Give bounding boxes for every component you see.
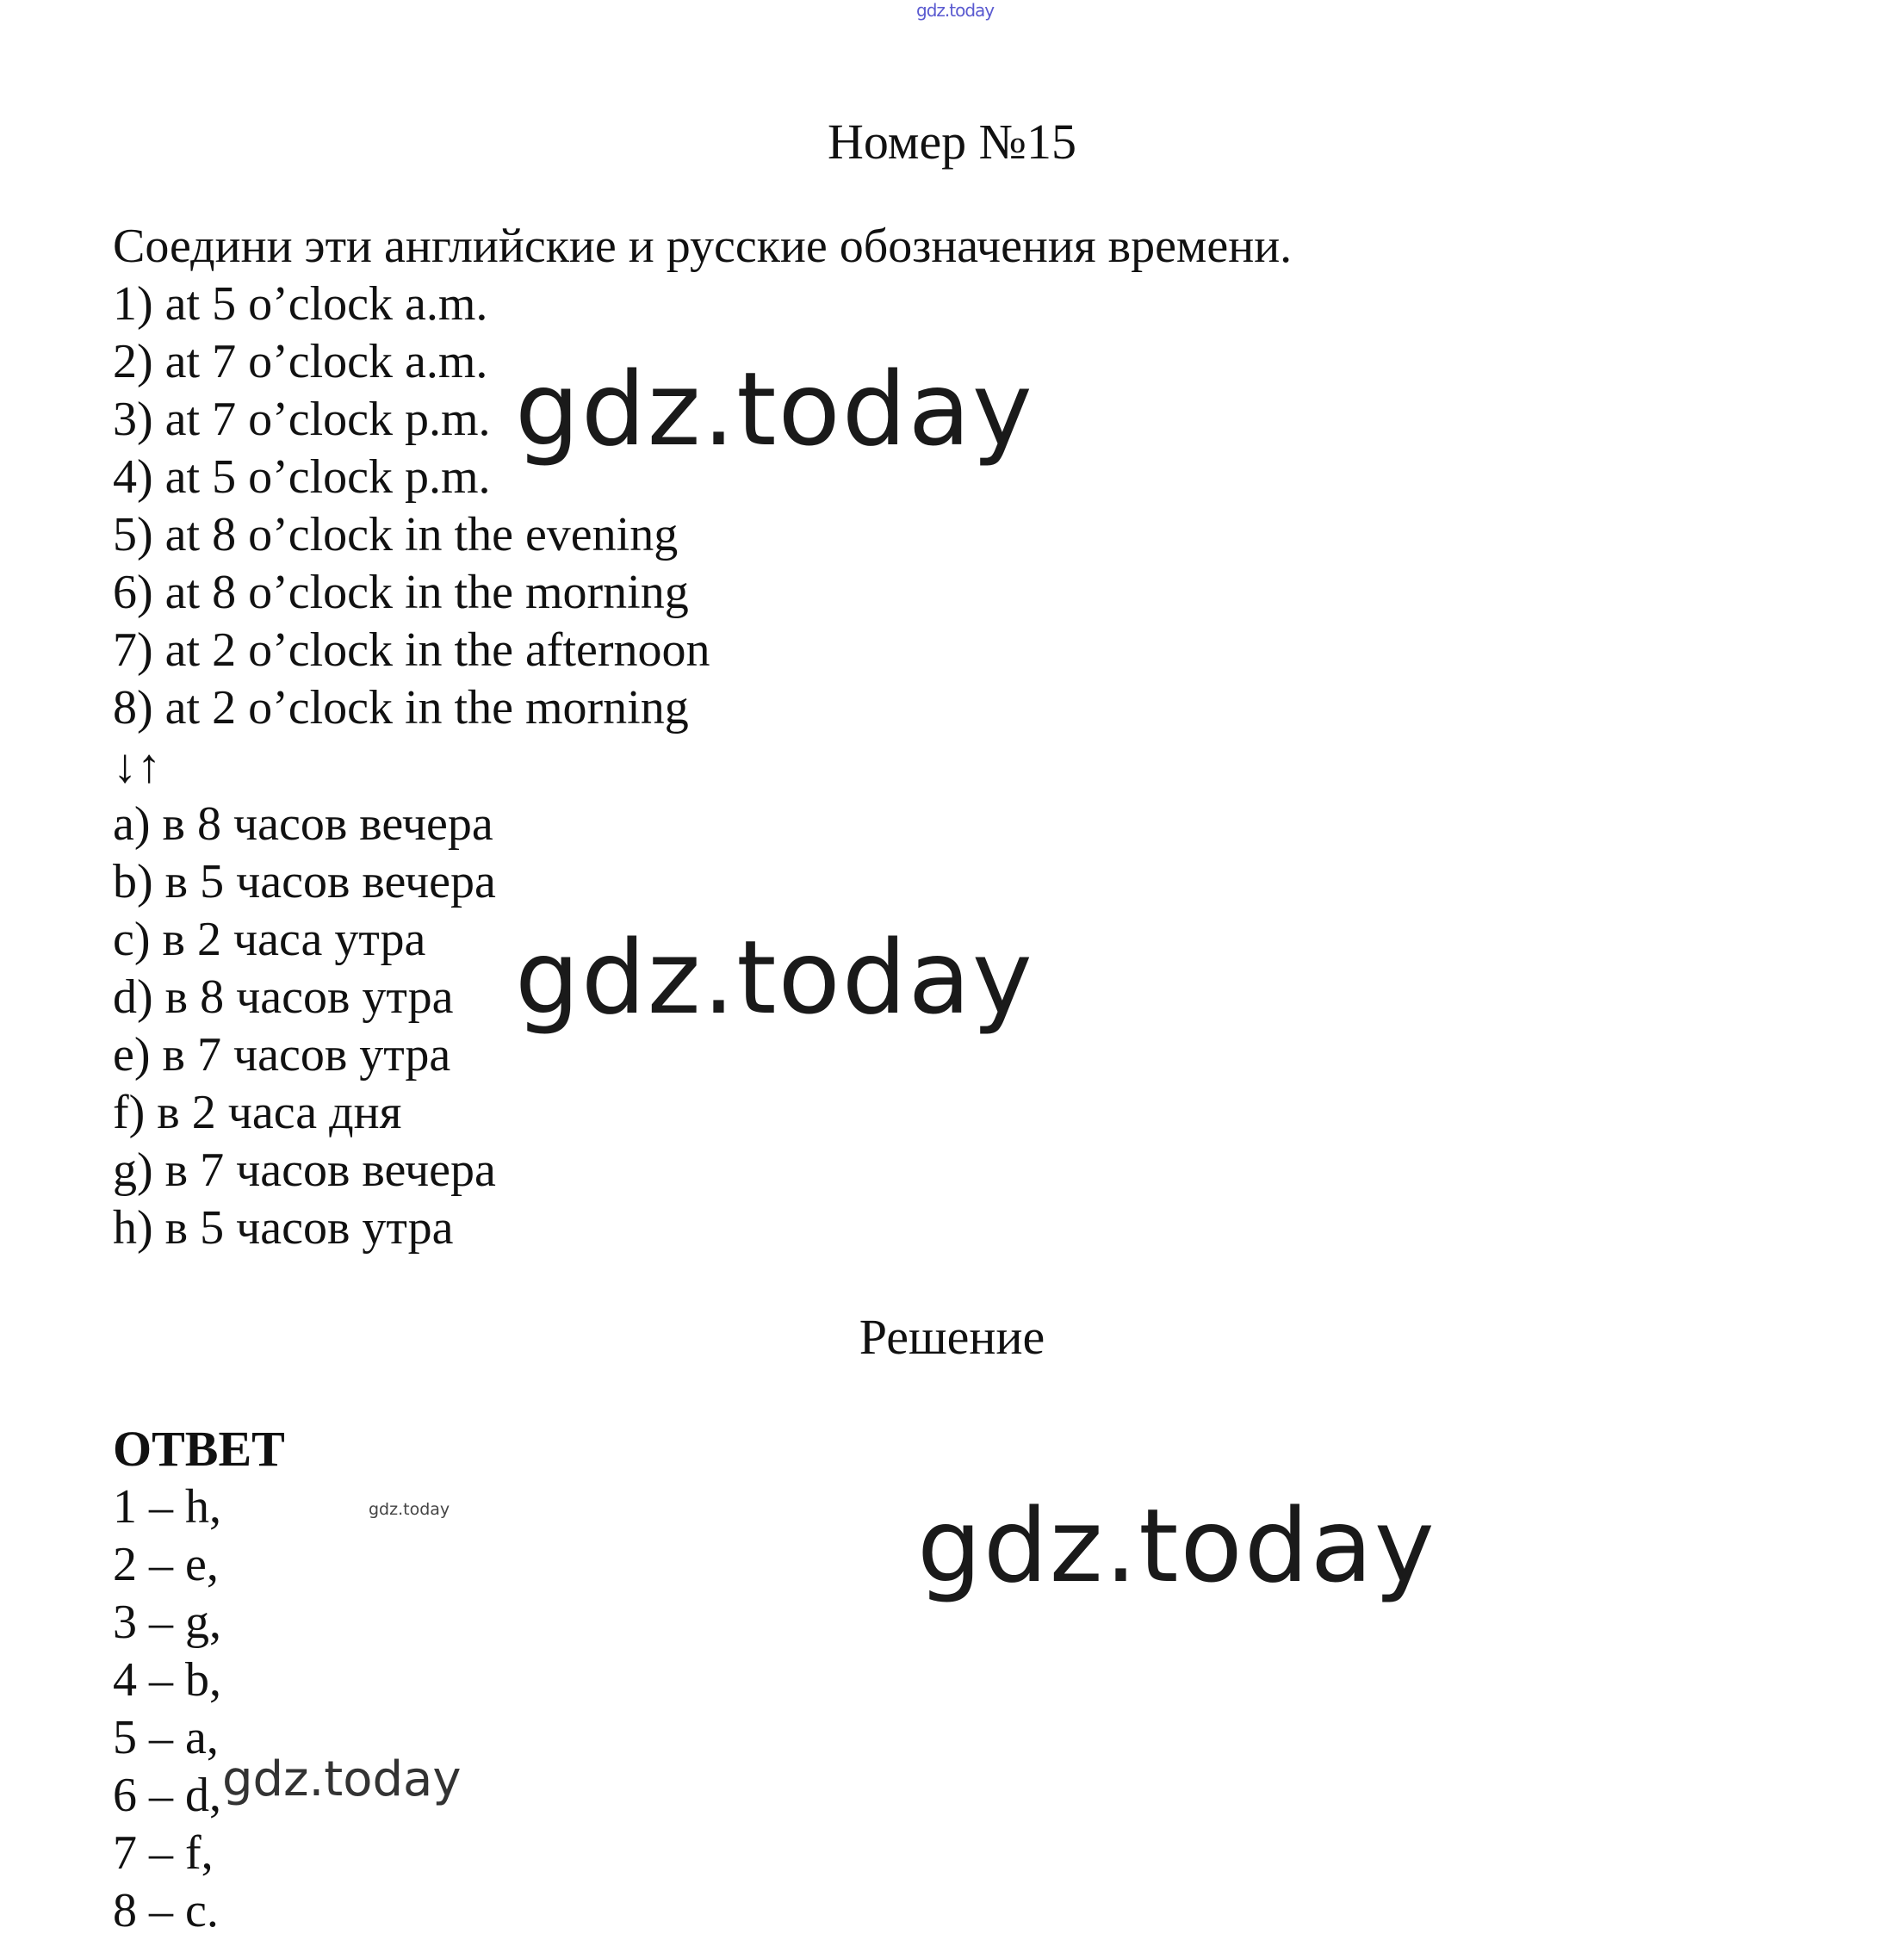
- watermark-logo: gdz.today: [515, 350, 1034, 468]
- list-item: f) в 2 часа дня: [113, 1086, 402, 1139]
- answer-heading: ОТВЕТ: [113, 1421, 285, 1477]
- list-item: d) в 8 часов утра: [113, 970, 454, 1024]
- instruction-text: Соедини эти английские и русские обозначения времени.: [113, 220, 1293, 273]
- list-item: c) в 2 часа утра: [113, 913, 426, 966]
- watermark-logo: gdz.today: [222, 1751, 462, 1807]
- page-title: Номер №15: [827, 114, 1077, 170]
- answer-item: 5 – a,: [113, 1711, 219, 1764]
- answer-item: 7 – f,: [113, 1826, 214, 1880]
- answer-item: 1 – h,: [113, 1480, 221, 1534]
- answer-item: 2 – e,: [113, 1538, 219, 1591]
- list-item: 4) at 5 o’clock p.m.: [113, 450, 491, 504]
- watermark-logo: gdz.today: [369, 1500, 450, 1519]
- answer-item: 6 – d,: [113, 1769, 221, 1822]
- answer-item: 8 – c.: [113, 1884, 219, 1937]
- list-item: 5) at 8 o’clock in the evening: [113, 508, 679, 561]
- list-item: 2) at 7 o’clock a.m.: [113, 335, 488, 388]
- list-item: 3) at 7 o’clock p.m.: [113, 393, 491, 446]
- list-item: h) в 5 часов утра: [113, 1201, 454, 1255]
- watermark-logo: gdz.today: [515, 918, 1034, 1037]
- list-item: 7) at 2 o’clock in the afternoon: [113, 623, 710, 677]
- watermark-top: gdz.today: [916, 0, 995, 21]
- list-item: 8) at 2 o’clock in the morning: [113, 681, 689, 734]
- list-item: 1) at 5 o’clock a.m.: [113, 277, 488, 331]
- watermark-logo: gdz.today: [917, 1486, 1436, 1605]
- solution-heading: Решение: [859, 1309, 1045, 1365]
- list-item: b) в 5 часов вечера: [113, 855, 496, 908]
- list-item: e) в 7 часов утра: [113, 1028, 451, 1082]
- list-item: g) в 7 часов вечера: [113, 1144, 496, 1197]
- arrows-symbol: ↓↑: [113, 740, 161, 793]
- list-item: 6) at 8 o’clock in the morning: [113, 566, 689, 619]
- answer-item: 4 – b,: [113, 1653, 221, 1707]
- answer-item: 3 – g,: [113, 1596, 221, 1649]
- list-item: a) в 8 часов вечера: [113, 797, 493, 851]
